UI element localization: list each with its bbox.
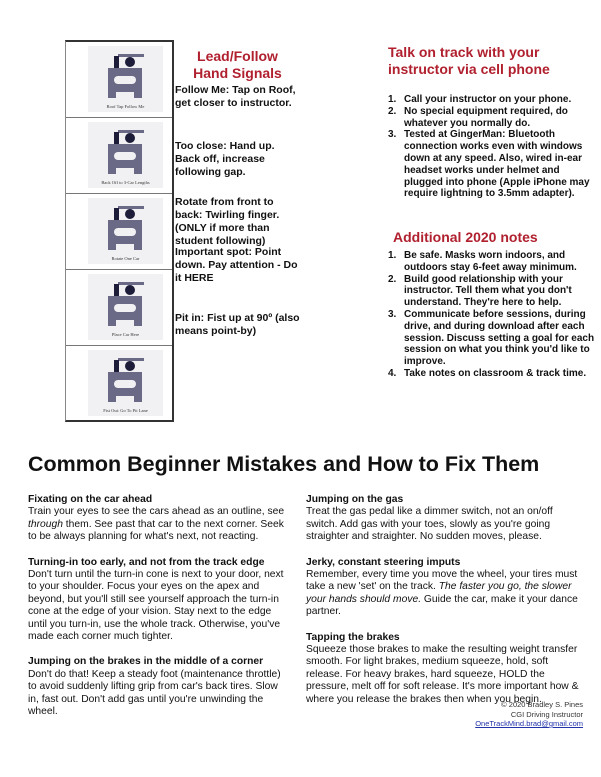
signal-row bbox=[66, 346, 172, 421]
item-text: Tested at GingerMan: Bluetooth connection works even with windows down at any speed. Also, wired in-ear headset works under helmet and plugged into phone (Apple iPhone may require lightning to 3.5mm adapter). bbox=[404, 129, 590, 200]
copyright: © 2020 Bradley S. Pines bbox=[501, 700, 583, 709]
signal-caption: Place Car Here bbox=[111, 332, 140, 337]
signal-caption: Rotate One Car bbox=[111, 256, 140, 261]
phone-item bbox=[388, 94, 598, 106]
text: Remember, every time you move the wheel, your tires must take a new 'set' on the track. bbox=[306, 569, 578, 593]
mistake-fix bbox=[28, 669, 290, 719]
item-text: Communicate before sessions, during drive, and during download after each session. Discuss setting a goal for each session on what you think you'd like to improve. bbox=[404, 308, 595, 368]
email-link[interactable]: OneTrackMind.brad@gmail.com bbox=[475, 719, 583, 728]
signal-row bbox=[66, 194, 172, 270]
signal-description: Rotate from front to back: Twirling finger. (ONLY if more than student following) bbox=[175, 196, 280, 247]
mistake-fix bbox=[306, 506, 586, 543]
phone-item bbox=[388, 129, 598, 200]
text: Don't turn until the turn-in cone is next to your door, next to your shoulder. Focus your eyes on the apex and beyond, but you'll still see yourself approach the turn-in cone at the edge of your vision. Stay next to the edge until you turn-in, use the whole track. Otherwise, you've made each corner much tighter. bbox=[28, 569, 284, 643]
hand-signals-title: Lead/Follow Hand Signals bbox=[193, 48, 282, 81]
item-number: 4. bbox=[388, 367, 397, 379]
text: Don't do that! Keep a steady foot (maintenance throttle) to avoid suddenly lifting grip from car's back tires. Slow in, fast out. Don't add gas until you're unwinding the wheel. bbox=[28, 668, 281, 718]
mistake-fix bbox=[28, 506, 290, 543]
car-hand-signal-icon bbox=[88, 274, 163, 340]
hand-signal-table bbox=[65, 40, 174, 422]
signal-description: Too close: Hand up. Back off, increase following gap. bbox=[175, 140, 275, 178]
item-number: 1. bbox=[388, 94, 397, 105]
car-hand-signal-icon bbox=[88, 46, 163, 112]
signal-row bbox=[66, 118, 172, 194]
mistake-fix bbox=[306, 644, 586, 706]
phone-item bbox=[388, 106, 598, 130]
item-text: Build good relationship with your instructor. Tell them what you don't understand. They're here to help. bbox=[404, 273, 572, 309]
signal-description: Follow Me: Tap on Roof, get closer to instructor. bbox=[175, 84, 296, 109]
item-text: Be safe. Masks worn indoors, and outdoors stay 6-feet away minimum. bbox=[404, 250, 577, 273]
car-hand-signal-icon bbox=[88, 350, 163, 416]
phone-list bbox=[388, 94, 598, 200]
mistake-fix bbox=[306, 569, 586, 619]
text: Treat the gas pedal like a dimmer switch, not an on/off switch. Add gas with your toes, slowly as you're going straighter and straighter. No sudden moves, please. bbox=[306, 506, 553, 543]
signal-description: Pit in: Fist up at 90º (also means point-by) bbox=[175, 312, 300, 337]
mistakes-left-column bbox=[28, 494, 290, 732]
mistakes-right-column bbox=[306, 494, 586, 719]
item-number: 3. bbox=[388, 308, 397, 320]
notes-list bbox=[388, 250, 598, 380]
car-hand-signal-icon bbox=[88, 122, 163, 188]
notes-item bbox=[388, 250, 598, 274]
phone-title: Talk on track with your instructor via cell phone bbox=[388, 44, 550, 77]
text: Guide the car, make it your dance partner. bbox=[306, 593, 578, 618]
notes-title: Additional 2020 notes bbox=[393, 229, 538, 245]
item-number: 3. bbox=[388, 129, 397, 141]
notes-item bbox=[388, 309, 598, 368]
notes-item bbox=[388, 274, 598, 309]
notes-item bbox=[388, 368, 598, 380]
signal-caption: Fist Out: Go To Pit Lane bbox=[103, 408, 148, 413]
car-hand-signal-icon bbox=[88, 198, 163, 264]
item-text: Take notes on classroom & track time. bbox=[404, 367, 587, 379]
emphasis: The faster you go, the slower your hands should move. bbox=[306, 581, 572, 605]
footer bbox=[475, 700, 583, 729]
role: CGI Driving Instructor bbox=[510, 709, 583, 719]
signal-row bbox=[66, 270, 172, 346]
signal-caption: Back Off to 3-Car Lengths bbox=[101, 180, 150, 185]
mistake-heading: Jerky, constant steering imputs bbox=[306, 556, 461, 568]
mistake-heading: Jumping on the brakes in the middle of a corner bbox=[28, 656, 264, 668]
mistake-heading: Fixating on the car ahead bbox=[28, 494, 153, 505]
item-text: No special equipment required, do whatever you normally do. bbox=[404, 105, 568, 129]
mistake-heading: Tapping the brakes bbox=[306, 631, 400, 643]
signal-row bbox=[66, 42, 172, 118]
mistake-fix bbox=[28, 569, 290, 643]
signal-caption: Roof Tap Follow Me bbox=[106, 104, 145, 109]
mistake-heading: Turning-in too early, and not from the track edge bbox=[28, 556, 265, 568]
signal-description: Important spot: Point down. Pay attention - Do it HERE bbox=[175, 246, 298, 284]
text: them. See past that car to the next corner. Seek to be always planning for what's next, not reacting. bbox=[28, 518, 284, 543]
mistake-heading: Jumping on the gas bbox=[306, 494, 404, 505]
text: Squeeze those brakes to make the resulting weight transfer smooth. For light brakes, medium squeeze, hold, soft release. For heavy brakes, hard squeeze, HOLD the pressure, melt off for soft release. It's more important how & where you release the brakes then when you begin. bbox=[306, 644, 579, 705]
item-text: Call your instructor on your phone. bbox=[404, 94, 572, 105]
text: Train your eyes to see the cars ahead as an outline, see bbox=[28, 506, 285, 518]
item-number: 2. bbox=[388, 105, 397, 117]
item-number: 2. bbox=[388, 273, 397, 285]
mistakes-title: Common Beginner Mistakes and How to Fix Them bbox=[28, 452, 540, 476]
emphasis: through bbox=[28, 518, 63, 530]
item-number: 1. bbox=[388, 250, 397, 261]
